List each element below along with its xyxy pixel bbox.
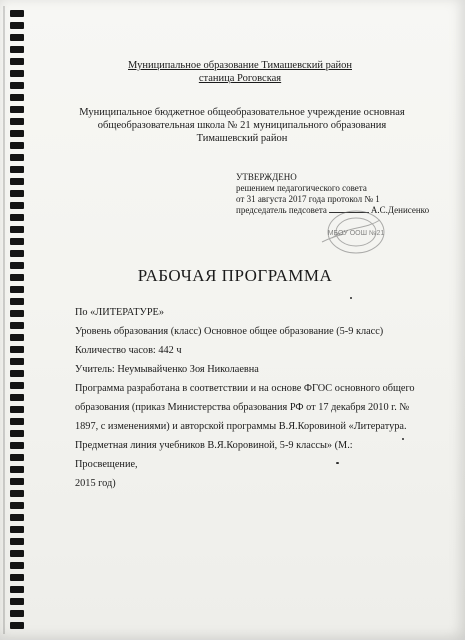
binding-hole [10,550,24,557]
binding-hole [10,466,24,473]
binding-hole [10,406,24,413]
approval-chair-name: А.С.Денисенко [370,205,430,215]
school-name [68,106,416,145]
binding-hole [10,58,24,65]
program-basis-line-2: образования (приказ Министерства образования РФ от 17 декабря 2010 г. № [75,402,410,413]
binding-hole [10,94,24,101]
binding-hole [10,82,24,89]
program-basis-line-5: 2015 год) [75,478,116,489]
binding-hole [10,274,24,281]
school-stamp [318,208,388,256]
binding-hole [10,46,24,53]
document-title: РАБОЧАЯ ПРОГРАММА [137,266,333,285]
binding-hole [10,130,24,137]
scan-speck [350,297,352,299]
binding-hole [10,106,24,113]
program-basis-line-3: 1897, с изменениями) и авторской программы В.Я.Коровиной «Литература. [75,421,407,432]
spiral-binding [0,6,26,634]
binding-hole [10,358,24,365]
binding-hole [10,610,24,617]
teacher-line: Учитель: Неумывайченко Зоя Николаевна [75,364,259,375]
approval-line-2: от 31 августа 2017 года протокол № 1 [236,194,380,204]
scan-speck [336,462,339,464]
binding-hole [10,70,24,77]
binding-hole [10,22,24,29]
binding-hole [10,490,24,497]
binding-hole [10,478,24,485]
binding-hole [10,574,24,581]
binding-hole [10,430,24,437]
approval-line-1: решением педагогического совета [236,183,367,193]
binding-hole [10,190,24,197]
program-basis-line-1: Программа разработана в соответствии и на основе ФГОС основного общего [75,383,415,394]
binding-hole [10,538,24,545]
binding-hole [10,586,24,593]
binding-hole [10,622,24,629]
binding-hole [10,310,24,317]
binding-hole [10,250,24,257]
binding-hole [10,286,24,293]
binding-hole [10,418,24,425]
binding-hole [10,322,24,329]
binding-hole [10,226,24,233]
binding-hole [10,118,24,125]
binding-hole [10,262,24,269]
binding-hole [10,514,24,521]
binding-hole [10,214,24,221]
binding-hole [10,502,24,509]
program-details [75,303,417,493]
binding-hole [10,346,24,353]
program-basis-line-4: Предметная линия учебников В.Я.Коровиной, 5-9 классы» (М.: Просвещение, [75,440,353,470]
binding-hole [10,202,24,209]
binding-hole [10,334,24,341]
binding-hole [10,238,24,245]
education-level-line: Уровень образования (класс) Основное общее образование (5-9 класс) [75,326,384,337]
municipality-line-2: станица Роговская [198,73,282,84]
scan-speck [402,438,404,440]
binding-hole [10,454,24,461]
municipality-line-1: Муниципальное образование Тимашевский район [128,60,352,71]
binding-hole [10,154,24,161]
binding-hole [10,394,24,401]
school-line-1: Муниципальное бюджетное общеобразовательное учреждение основная [79,107,405,118]
municipality-header [90,59,390,85]
binding-hole [10,442,24,449]
approval-chair-label: председатель педсовета [236,205,327,215]
binding-hole [10,10,24,17]
binding-hole [10,382,24,389]
binding-hole [10,598,24,605]
binding-hole [10,34,24,41]
subject-line: По «ЛИТЕРАТУРЕ» [75,307,164,318]
binding-hole [10,370,24,377]
approval-heading: УТВЕРЖДЕНО [236,172,297,182]
binding-hole [10,166,24,173]
binding-hole [10,142,24,149]
school-line-3: Тимашевский район [196,133,288,144]
binding-hole [10,178,24,185]
binding-hole [10,562,24,569]
hours-line: Количество часов: 442 ч [75,345,182,356]
binding-hole [10,526,24,533]
stamp-text: МБОУ ООШ №21 [327,230,385,237]
binding-hole [10,298,24,305]
school-line-2: общеобразовательная школа № 21 муниципального образования [97,120,387,131]
binding-edge [3,6,5,634]
